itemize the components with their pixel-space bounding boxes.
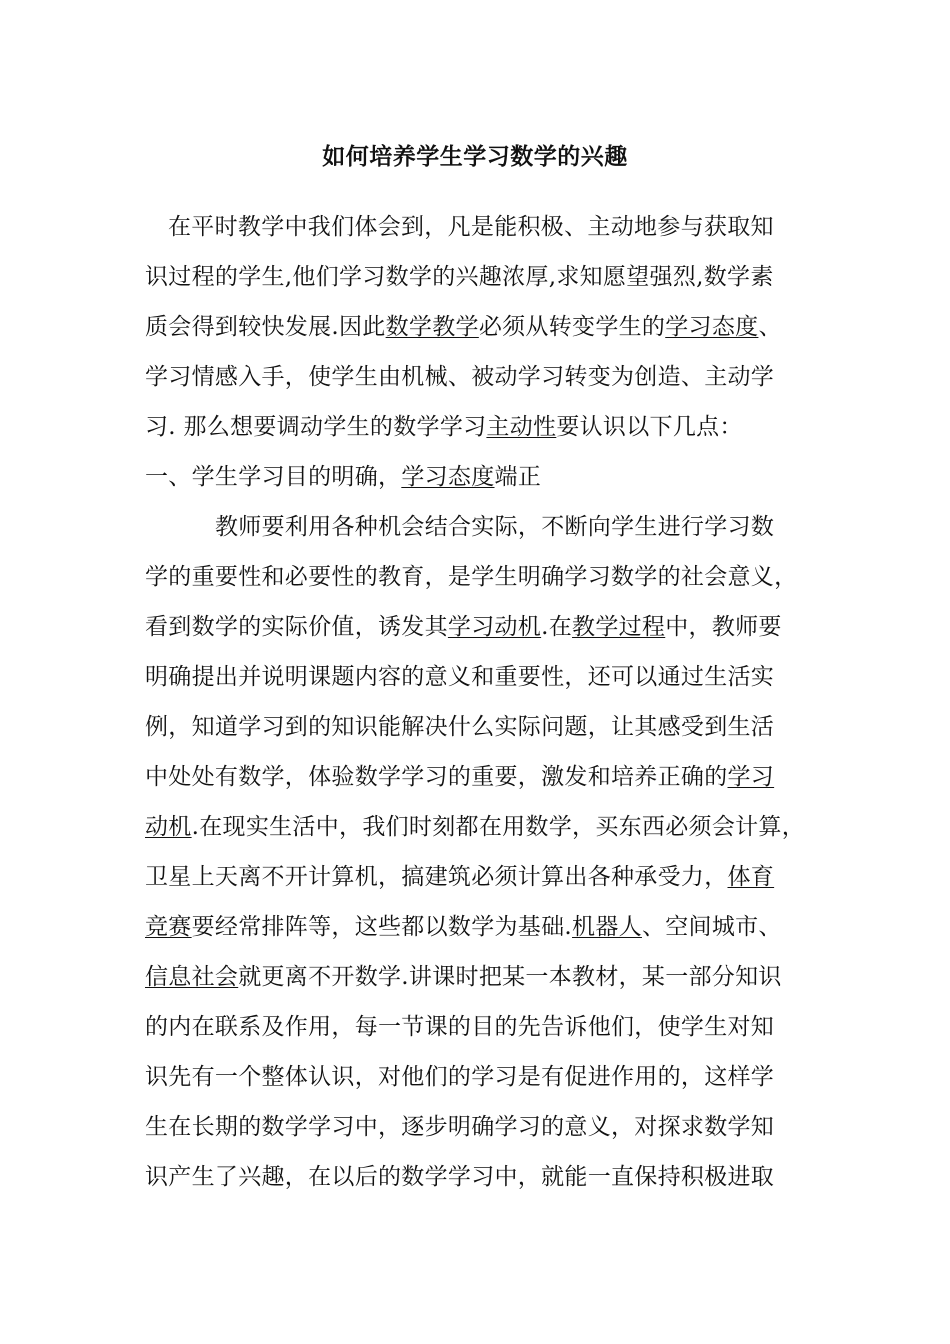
- text-line: [145, 1062, 774, 1092]
- text-run: 要经常排阵等，这些都以数学为基础.: [191, 914, 573, 940]
- underlined-term[interactable]: 体育: [727, 864, 775, 890]
- text-line: [145, 412, 743, 442]
- underlined-term[interactable]: 竞赛: [145, 914, 192, 940]
- text-run: 卫星上天离不开计算机，搞建筑必须计算出各种承受力，: [145, 864, 728, 890]
- text-run: 学习情感入手，使学生由机械、被动学习转变为创造、主动学: [145, 364, 775, 390]
- text-line: [145, 612, 782, 642]
- text-line: [145, 1162, 774, 1192]
- text-run: 明确提出并说明课题内容的意义和重要性，还可以通过生活实: [145, 664, 775, 690]
- underlined-term[interactable]: 学习态度: [665, 314, 759, 340]
- text-line: [145, 262, 774, 292]
- text-line: [145, 912, 782, 942]
- underlined-term[interactable]: 信息社会: [145, 964, 239, 990]
- text-line: [145, 1012, 774, 1042]
- document-title: 如何培养学生学习数学的兴趣: [322, 143, 628, 170]
- text-line: [168, 212, 774, 242]
- underlined-term[interactable]: 学习动机: [447, 614, 542, 640]
- text-run: 一、学生学习目的明确，: [145, 464, 402, 490]
- text-line: [145, 662, 774, 692]
- underlined-term[interactable]: 学习: [727, 764, 775, 790]
- text-run: 、空间城市、: [641, 914, 782, 940]
- text-run: .在: [541, 614, 573, 640]
- text-run: 看到数学的实际价值，诱发其: [145, 614, 448, 640]
- text-line: [145, 312, 782, 342]
- underlined-term[interactable]: 教学过程: [572, 614, 666, 640]
- text-run: 例，知道学习到的知识能解决什么实际问题，让其感受到生活: [145, 714, 775, 740]
- text-run: 学的重要性和必要性的教育，是学生明确学习数学的社会意义，: [145, 564, 798, 590]
- text-line: [145, 462, 541, 492]
- underlined-term[interactable]: 机器人: [572, 914, 642, 940]
- text-line: [145, 812, 805, 842]
- text-line: [145, 862, 774, 892]
- text-run: .在现实生活中，我们时刻都在用数学，买东西必须会计算，: [191, 814, 806, 840]
- text-line: [145, 762, 774, 792]
- text-run: 中处处有数学，体验数学学习的重要，激发和培养正确的: [145, 764, 728, 790]
- text-run: 要认识以下几点：: [556, 414, 743, 440]
- text-run: 中，教师要: [665, 614, 782, 640]
- text-run: 质会得到较快发展.因此: [145, 314, 386, 340]
- text-run: 识先有一个整体认识，对他们的学习是有促进作用的，这样学: [145, 1064, 775, 1090]
- text-run: 识产生了兴趣，在以后的数学学习中，就能一直保持积极进取: [145, 1164, 775, 1190]
- text-run: 生在长期的数学学习中，逐步明确学习的意义，对探求数学知: [145, 1114, 775, 1140]
- underlined-term[interactable]: 学习态度: [401, 464, 495, 490]
- text-line: [215, 512, 774, 542]
- text-run: 识过程的学生,他们学习数学的兴趣浓厚,求知愿望强烈,数学素: [145, 264, 774, 290]
- text-line: [145, 962, 782, 992]
- text-run: 习. 那么想要调动学生的数学学习: [145, 414, 487, 440]
- text-run: 教师要利用各种机会结合实际，不断向学生进行学习数: [215, 514, 775, 540]
- underlined-term[interactable]: 主动性: [486, 414, 557, 440]
- text-run: 、: [758, 314, 782, 340]
- text-run: 就更离不开数学.讲课时把某一本教材，某一部分知识: [238, 964, 782, 990]
- text-run: 必须从转变学生的: [478, 314, 666, 340]
- text-run: 的内在联系及作用，每一节课的目的先告诉他们，使学生对知: [145, 1014, 775, 1040]
- text-line: [145, 712, 774, 742]
- underlined-term[interactable]: 动机: [145, 814, 192, 840]
- text-line: [145, 562, 797, 592]
- text-run: 在平时教学中我们体会到，凡是能积极、主动地参与获取知: [168, 214, 774, 240]
- underlined-term[interactable]: 数学教学: [385, 314, 479, 340]
- text-line: [145, 1112, 774, 1142]
- text-run: 端正: [494, 464, 542, 490]
- text-line: [145, 362, 774, 392]
